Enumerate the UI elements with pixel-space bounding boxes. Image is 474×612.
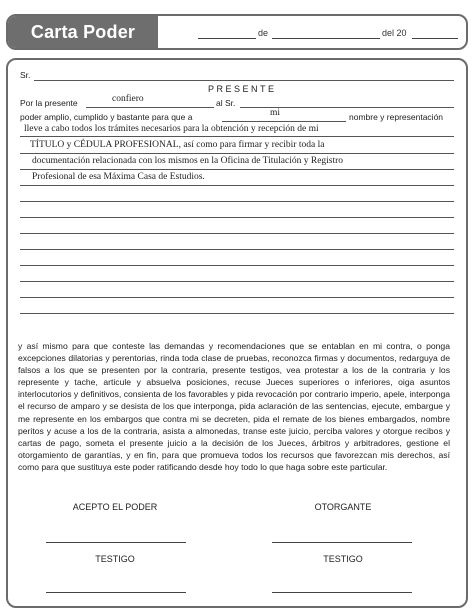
writing-line[interactable] xyxy=(20,169,454,170)
otorgante-label: OTORGANTE xyxy=(314,502,372,512)
grantor-name-field[interactable] xyxy=(86,107,214,108)
form-body xyxy=(6,58,468,608)
poder-amplio-label: poder amplio, cumplido y bastante para que a xyxy=(20,112,193,122)
date-de-label: de xyxy=(258,28,269,38)
mi-value: mi xyxy=(270,108,281,118)
otorgante-signature-line[interactable] xyxy=(272,542,412,543)
handwritten-line-2: TÍTULO y CÉDULA PROFESIONAL, así como para firmar y recibir toda la xyxy=(30,140,325,150)
writing-line[interactable] xyxy=(20,297,454,298)
grantor-name-value: confiero xyxy=(112,94,144,104)
acepto-signature-line[interactable] xyxy=(46,542,186,543)
document-title: Carta Poder xyxy=(8,16,158,48)
recipient-name-field[interactable] xyxy=(34,80,454,81)
handwritten-line-3: documentación relacionada con los mismos en la Oficina de Titulación y Registro xyxy=(32,156,344,166)
sr-label: Sr. xyxy=(20,70,31,80)
date-day-field[interactable] xyxy=(198,29,256,39)
writing-line[interactable] xyxy=(20,249,454,250)
date-month-field[interactable] xyxy=(272,29,380,39)
writing-line[interactable] xyxy=(20,201,454,202)
handwritten-line-1: lleve a cabo todos los trámites necesarios para la obtención y recepción de mi xyxy=(24,124,319,134)
writing-line[interactable] xyxy=(20,233,454,234)
writing-line[interactable] xyxy=(20,313,454,314)
testigo-1-label: TESTIGO xyxy=(95,554,135,564)
testigo-2-signature-line[interactable] xyxy=(272,592,412,593)
mi-field[interactable] xyxy=(222,121,346,122)
testigo-1-signature-line[interactable] xyxy=(46,592,186,593)
nombre-representacion-label: nombre y representación xyxy=(349,112,444,122)
legal-text: y así mismo para que conteste las demandas y recomendaciones que se entablan en mi contra, o ponga excepciones dilatorias y perentorias, rinda toda clase de pruebas, reconozca firmas y documentos, redarguya de falsos a los que se presenten por la contraria, presente testigos, vea protestar a los de la contraria y los represente y tache, articule y absuelva posiciones, recuse Jueces superiores o inferiores, oiga asuntos interlocutorios y definitivos, consienta de los favorables y pida revocación por contrario imperio, apele, interponga el recurso de amparo y se desista de los que interponga, pida aclaración de las sentencias, ejecute, embargue y me represente en los embargos que contra mi se decreten, pida el remate de los bienes embargados, nombre peritos y acuse a los de la contraria, asista a almonedas, transe este juicio, perciba valores y otorgue recibos y cartas de pago, someta el presente juicio a la decisión de los Jueces, árbitros y arbitradores, gestione el otorgamiento de garantías, y en fin, para que promueva todos los recursos que favorezcan mis derechos, así como para que sustituya este poder ratificando desde hoy todo lo que haga sobre este particular. xyxy=(18,341,450,472)
acepto-el-poder-label: ACEPTO EL PODER xyxy=(72,502,158,512)
writing-line[interactable] xyxy=(20,217,454,218)
writing-line[interactable] xyxy=(20,136,454,137)
handwritten-line-4: Profesional de esa Máxima Casa de Estudios. xyxy=(32,172,205,182)
date-del-label: del 20 xyxy=(382,28,407,38)
writing-line[interactable] xyxy=(20,265,454,266)
writing-line[interactable] xyxy=(20,281,454,282)
date-year-field[interactable] xyxy=(412,29,458,39)
al-sr-label: al Sr. xyxy=(216,98,236,108)
header-bar xyxy=(6,14,468,50)
testigo-2-label: TESTIGO xyxy=(323,554,363,564)
writing-line[interactable] xyxy=(20,185,454,186)
writing-line[interactable] xyxy=(20,153,454,154)
presente-label: PRESENTE xyxy=(208,84,277,94)
por-la-presente-label: Por la presente xyxy=(20,98,78,108)
